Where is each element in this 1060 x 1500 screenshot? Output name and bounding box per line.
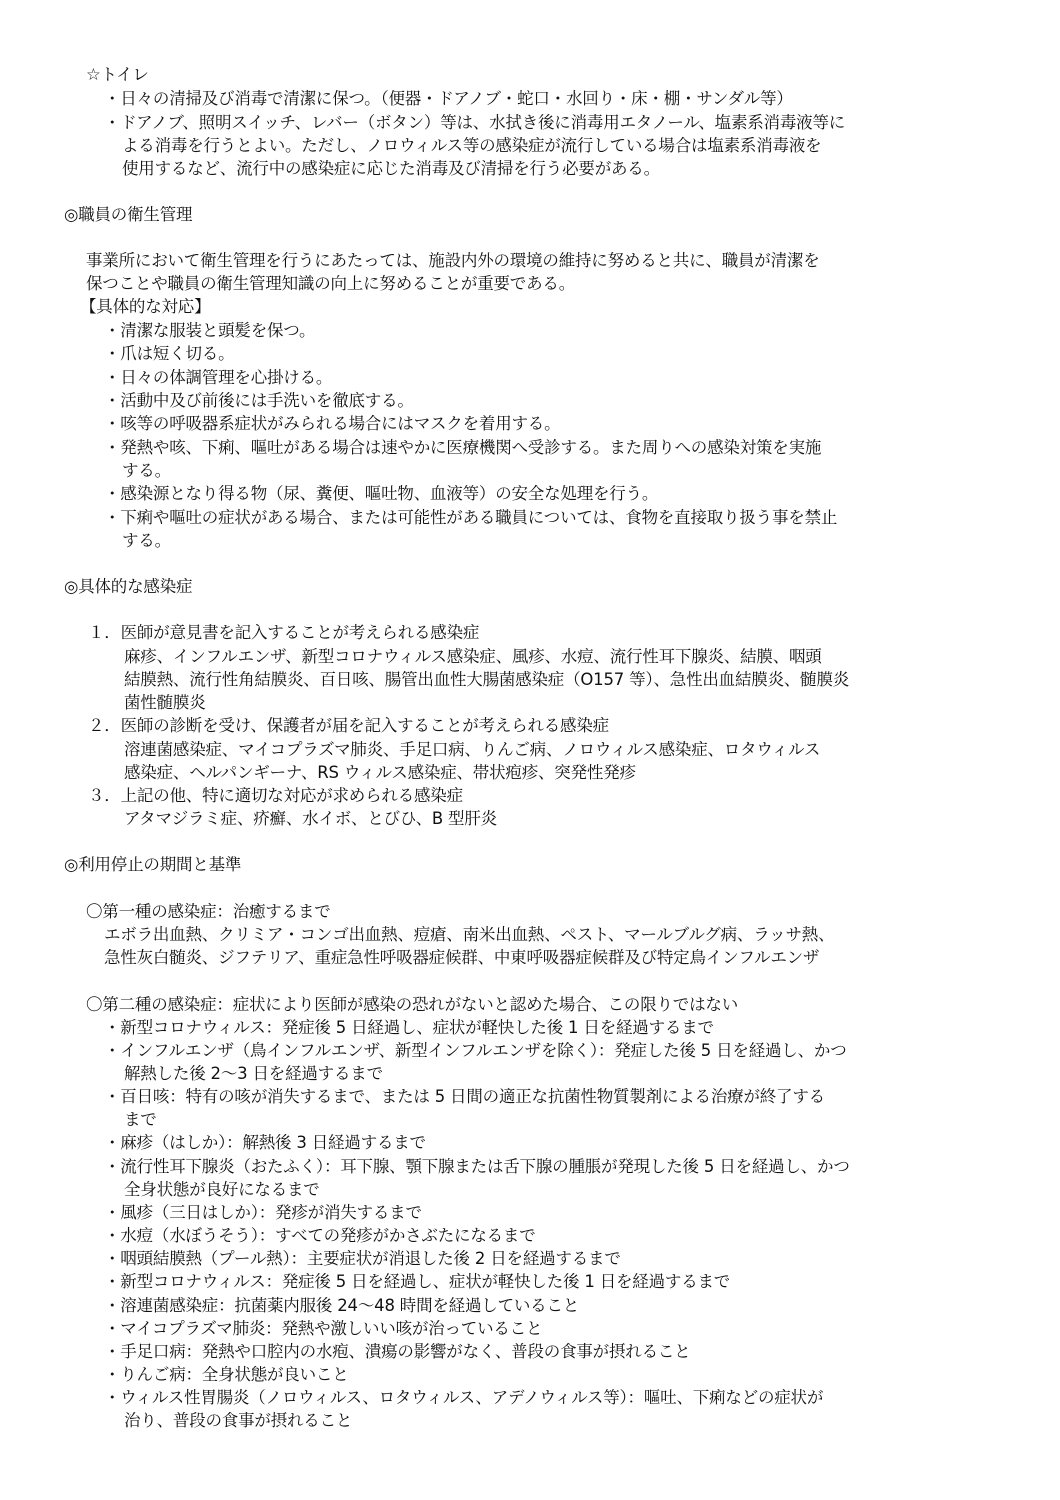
- class-2-item-3-line-1: ・百日咳：特有の咳が消失するまで、または 5 日間の適正な抗菌性物質製剤による治療が終了する: [104, 1087, 825, 1106]
- class-2-item-1: ・新型コロナウィルス：発症後 5 日経過し、症状が軽快した後 1 日を経過するまで: [104, 1018, 714, 1037]
- staff-heading: ◎職員の衛生管理: [64, 205, 193, 224]
- class-2-item-9: ・新型コロナウィルス：発症後 5 日を経過し、症状が軽快した後 1 日を経過するまで: [104, 1272, 731, 1291]
- class-2-item-12: ・手足口病：発熱や口腔内の水疱、潰瘍の影響がなく、普段の食事が摂れること: [104, 1342, 691, 1361]
- staff-item-6-line-2: する。: [122, 461, 171, 480]
- class-2-item-7: ・水痘（水ぼうそう）：すべての発疹がかさぶたになるまで: [104, 1226, 536, 1245]
- staff-intro-line-1: 事業所において衛生管理を行うにあたっては、施設内外の環境の維持に努めると共に、職員が清潔を: [86, 251, 820, 270]
- class-1-line-1: エボラ出血熱、クリミア・コンゴ出血熱、痘瘡、南米出血熱、ペスト、マールブルグ病、ラッサ熱、: [104, 925, 835, 944]
- class-2-title: 〇第二種の感染症：症状により医師が感染の恐れがないと認めた場合、この限りではない: [86, 995, 739, 1014]
- toilet-bullet-2-line-3: 使用するなど、流行中の感染症に応じた消毒及び清掃を行う必要がある。: [122, 159, 660, 178]
- staff-item-5: ・咳等の呼吸器系症状がみられる場合にはマスクを着用する。: [104, 414, 561, 433]
- staff-item-1: ・清潔な服装と頭髪を保つ。: [104, 321, 316, 340]
- class-2-item-2-line-1: ・インフルエンザ（鳥インフルエンザ、新型インフルエンザを除く）：発症した後 5 日を経過し、かつ: [104, 1041, 847, 1060]
- class-2-item-8: ・咽頭結膜熱（プール熱）：主要症状が消退した後 2 日を経過するまで: [104, 1249, 621, 1268]
- staff-intro-line-2: 保つことや職員の衛生管理知識の向上に努めることが重要である。: [86, 274, 576, 293]
- toilet-bullet-1: ・日々の清掃及び消毒で清潔に保つ。（便器・ドアノブ・蛇口・水回り・床・棚・サンダル等）: [104, 89, 793, 108]
- class-2-item-4: ・麻疹（はしか）：解熱後 3 日経過するまで: [104, 1133, 426, 1152]
- class-2-item-3-line-2: まで: [124, 1110, 157, 1129]
- class-2-item-2-line-2: 解熱した後 2～3 日を経過するまで: [124, 1064, 383, 1083]
- diseases-heading: ◎具体的な感染症: [64, 577, 193, 596]
- diseases-group-1-line-3: 菌性髄膜炎: [124, 693, 206, 712]
- diseases-group-1-line-1: 麻疹、インフルエンザ、新型コロナウィルス感染症、風疹、水痘、流行性耳下腺炎、結膜、咽頭: [124, 647, 822, 666]
- class-2-item-13: ・りんご病：全身状態が良いこと: [104, 1365, 349, 1384]
- staff-item-2: ・爪は短く切る。: [104, 344, 235, 363]
- diseases-group-2-line-2: 感染症、ヘルパンギーナ、RS ウィルス感染症、帯状疱疹、突発性発疹: [124, 763, 636, 782]
- class-1-title: 〇第一種の感染症：治癒するまで: [86, 902, 331, 921]
- diseases-group-2-line-1: 溶連菌感染症、マイコプラズマ肺炎、手足口病、りんご病、ノロウィルス感染症、ロタウィルス: [124, 740, 821, 759]
- staff-item-4: ・活動中及び前後には手洗いを徹底する。: [104, 391, 414, 410]
- class-2-item-5-line-2: 全身状態が良好になるまで: [124, 1180, 320, 1199]
- diseases-group-3-title: ３．上記の他、特に適切な対応が求められる感染症: [88, 786, 463, 805]
- staff-item-3: ・日々の体調管理を心掛ける。: [104, 368, 333, 387]
- class-2-item-6: ・風疹（三日はしか）：発疹が消失するまで: [104, 1203, 422, 1222]
- class-2-item-11: ・マイコプラズマ肺炎：発熱や激しいい咳が治っていること: [104, 1319, 543, 1338]
- staff-item-8-line-2: する。: [122, 531, 171, 550]
- diseases-group-2-title: ２．医師の診断を受け、保護者が届を記入することが考えられる感染症: [88, 716, 609, 735]
- staff-item-8-line-1: ・下痢や嘔吐の症状がある場合、または可能性がある職員については、食物を直接取り扱う事を禁止: [104, 508, 838, 527]
- class-2-item-5-line-1: ・流行性耳下腺炎（おたふく）：耳下腺、顎下腺または舌下腺の腫脹が発現した後 5 日を経過し、かつ: [104, 1157, 850, 1176]
- class-1-line-2: 急性灰白髄炎、ジフテリア、重症急性呼吸器症候群、中東呼吸器症候群及び特定鳥インフルエンザ: [104, 948, 820, 967]
- class-2-item-14-line-2: 治り、普段の食事が摂れること: [124, 1411, 353, 1430]
- toilet-bullet-2-line-2: よる消毒を行うとよい。ただし、ノロウィルス等の感染症が流行している場合は塩素系消毒液を: [122, 136, 822, 155]
- staff-item-7: ・感染源となり得る物（尿、糞便、嘔吐物、血液等）の安全な処理を行う。: [104, 484, 659, 503]
- diseases-group-1-line-2: 結膜熱、流行性角結膜炎、百日咳、腸管出血性大腸菌感染症（O157 等）、急性出血結膜炎、髄膜炎: [124, 670, 850, 689]
- staff-subheading: 【具体的な対応】: [80, 297, 211, 316]
- toilet-bullet-2-line-1: ・ドアノブ、照明スイッチ、レバー（ボタン）等は、水拭き後に消毒用エタノール、塩素系消毒液等に: [104, 113, 846, 132]
- diseases-group-1-title: １．医師が意見書を記入することが考えられる感染症: [88, 623, 480, 642]
- toilet-heading: ☆トイレ: [86, 65, 149, 84]
- diseases-group-3-line-1: アタマジラミ症、疥癬、水イボ、とびひ、B 型肝炎: [124, 809, 497, 828]
- staff-item-6-line-1: ・発熱や咳、下痢、嘔吐がある場合は速やかに医療機関へ受診する。また周りへの感染対策を実施: [104, 438, 822, 457]
- suspension-heading: ◎利用停止の期間と基準: [64, 855, 242, 874]
- class-2-item-10: ・溶連菌感染症：抗菌薬内服後 24～48 時間を経過していること: [104, 1296, 580, 1315]
- class-2-item-14-line-1: ・ウィルス性胃腸炎（ノロウィルス、ロタウィルス、アデノウィルス等）：嘔吐、下痢などの症状が: [104, 1388, 824, 1407]
